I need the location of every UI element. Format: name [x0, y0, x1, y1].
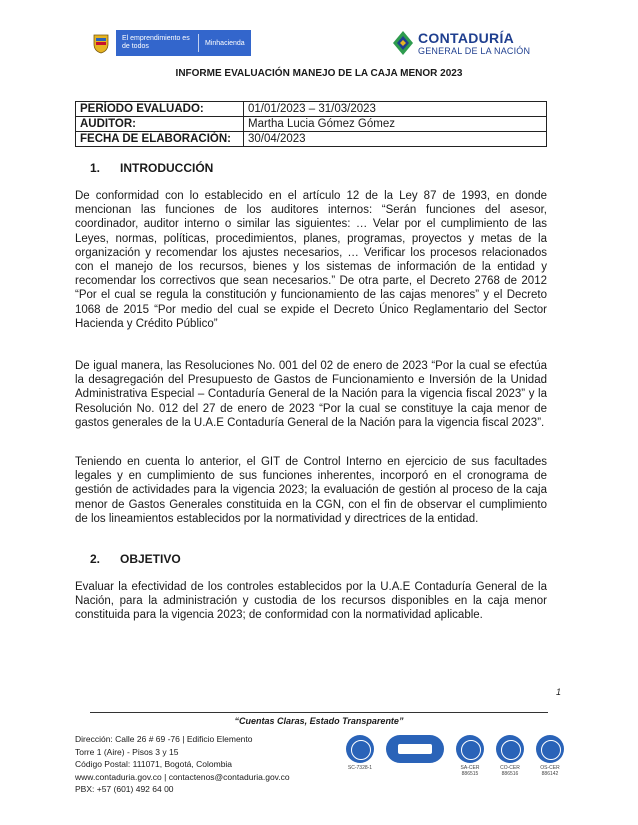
table-row: [76, 132, 547, 147]
table-row: [76, 117, 547, 132]
certification-seal: [455, 735, 485, 777]
address-line: PBX: +57 (601) 492 64 00: [75, 784, 174, 795]
section-number: 2.: [90, 552, 101, 566]
certificate-code: SC-7328-1: [347, 765, 373, 771]
coat-of-arms-icon: [92, 32, 110, 54]
field-value: 01/01/2023 – 31/03/2023: [244, 102, 547, 117]
government-banner: [116, 30, 251, 56]
divider: [198, 34, 199, 52]
paragraph: Teniendo en cuenta lo anterior, el GIT de Control Interno en ejercicio de sus facultades legales y en cumplimiento de sus funciones inherentes, incorporó en el cronograma de gestión de actividades para la vigencia 2023; la evaluación de gestión al proceso de la caja menor de Gastos Generales constituida en la CGN, con el fin de observar el cumplimiento de los lineamientos establecidos por la normatividad y directrices de la entidad.: [75, 456, 547, 525]
certification-seal: [495, 735, 525, 777]
address-line: Código Postal: 111071, Bogotá, Colombia: [75, 759, 233, 770]
certificate-code: OS-CER 886142: [540, 765, 560, 777]
cgn-emblem-icon: [392, 30, 414, 56]
paragraph: De conformidad con lo establecido en el artículo 12 de la Ley 87 de 1993, en donde mencionan las funciones de los auditores internos: “Serán funciones del asesor, coordinador, auditor interno o similar las siguientes: … Velar por el cumplimiento de las Leyes, normas, políticas, procedimientos, planes, programas, proyectos y metas de la organización y recomendar los ajustes necesarios, … Verificar los procesos relacionados con el manejo de los recursos, bienes y los sistemas de información de la entidad y recomendar los correctivos que sean necesarios.” De otra parte, el Decreto 2768 de 2012 “Por el cual se regula la constitución y funcionamiento de las cajas menores” y el Decreto 1068 de 2015 “Por medio del cual se expide el Decreto Único Reglamentario del Sector Hacienda y Crédito Público”: [75, 190, 547, 330]
government-slogan: El emprendimiento es de todos: [122, 35, 190, 50]
certification-seal: [345, 735, 375, 777]
brand-subtitle: GENERAL DE LA NACIÓN: [418, 45, 531, 56]
cgn-logo: [392, 30, 530, 56]
iqnet-seal-icon: [386, 735, 444, 763]
footer-address: [75, 733, 290, 796]
icontec-seal-icon: [496, 735, 524, 763]
icontec-seal-icon: [346, 735, 374, 763]
paragraph: De igual manera, las Resoluciones No. 001 del 02 de enero de 2023 “Por la cual se efectúa la desagregación del Presupuesto de Gastos de Funcionamiento e Inversión de la Unidad Administrativa Especial – Contaduría General de la Nación para la vigencia fiscal 2023” y la Resolución No. 012 del 27 de enero de 2023 “Por la cual se constituye la caja menor de gastos generales de la U.A.E Contaduría General de la Nación para la vigencia fiscal 2023”.: [75, 360, 547, 429]
field-label: PERÍODO EVALUADO:: [76, 102, 244, 117]
address-line: Dirección: Calle 26 # 69 -76 | Edificio Elemento: [75, 734, 253, 744]
certification-seals: [345, 735, 565, 777]
brand-name: CONTADURÍA: [418, 29, 515, 46]
footer-divider: [90, 712, 548, 713]
footer-slogan: “Cuentas Claras, Estado Transparente”: [234, 716, 404, 726]
report-title: INFORME EVALUACIÓN MANEJO DE LA CAJA MENOR 2023: [175, 68, 463, 79]
section-title: INTRODUCCIÓN: [120, 161, 214, 175]
field-label: AUDITOR:: [76, 117, 244, 132]
certificate-code: SA-CER 886515: [460, 765, 480, 777]
section-heading-introduccion: [90, 161, 213, 175]
address-line: Torre 1 (Aire) - Pisos 3 y 15: [75, 746, 179, 757]
government-logo: [92, 30, 251, 56]
icontec-seal-icon: [456, 735, 484, 763]
ministry-name: Minhacienda: [205, 39, 245, 47]
field-label: FECHA DE ELABORACIÓN:: [76, 132, 244, 147]
page-number: 1: [556, 687, 562, 697]
address-line: www.contaduria.gov.co | contactenos@contaduria.gov.co: [75, 771, 290, 782]
icontec-seal-icon: [536, 735, 564, 763]
paragraph: Evaluar la efectividad de los controles establecidos por la U.A.E Contaduría General de la Nación, para la administración y custodia de los recursos disponibles en la caja menor constituida para la vigencia 2023; de conformidad con la normatividad aplicable.: [75, 581, 547, 622]
section-number: 1.: [90, 161, 101, 175]
certificate-code: CO-CER 886516: [500, 765, 520, 777]
certification-seal: [385, 735, 445, 777]
field-value: Martha Lucia Gómez Gómez: [244, 117, 547, 132]
section-heading-objetivo: [90, 552, 181, 566]
report-info-table: [75, 101, 547, 147]
table-row: [76, 102, 547, 117]
certification-seal: [535, 735, 565, 777]
section-title: OBJETIVO: [120, 552, 181, 566]
field-value: 30/04/2023: [244, 132, 547, 147]
